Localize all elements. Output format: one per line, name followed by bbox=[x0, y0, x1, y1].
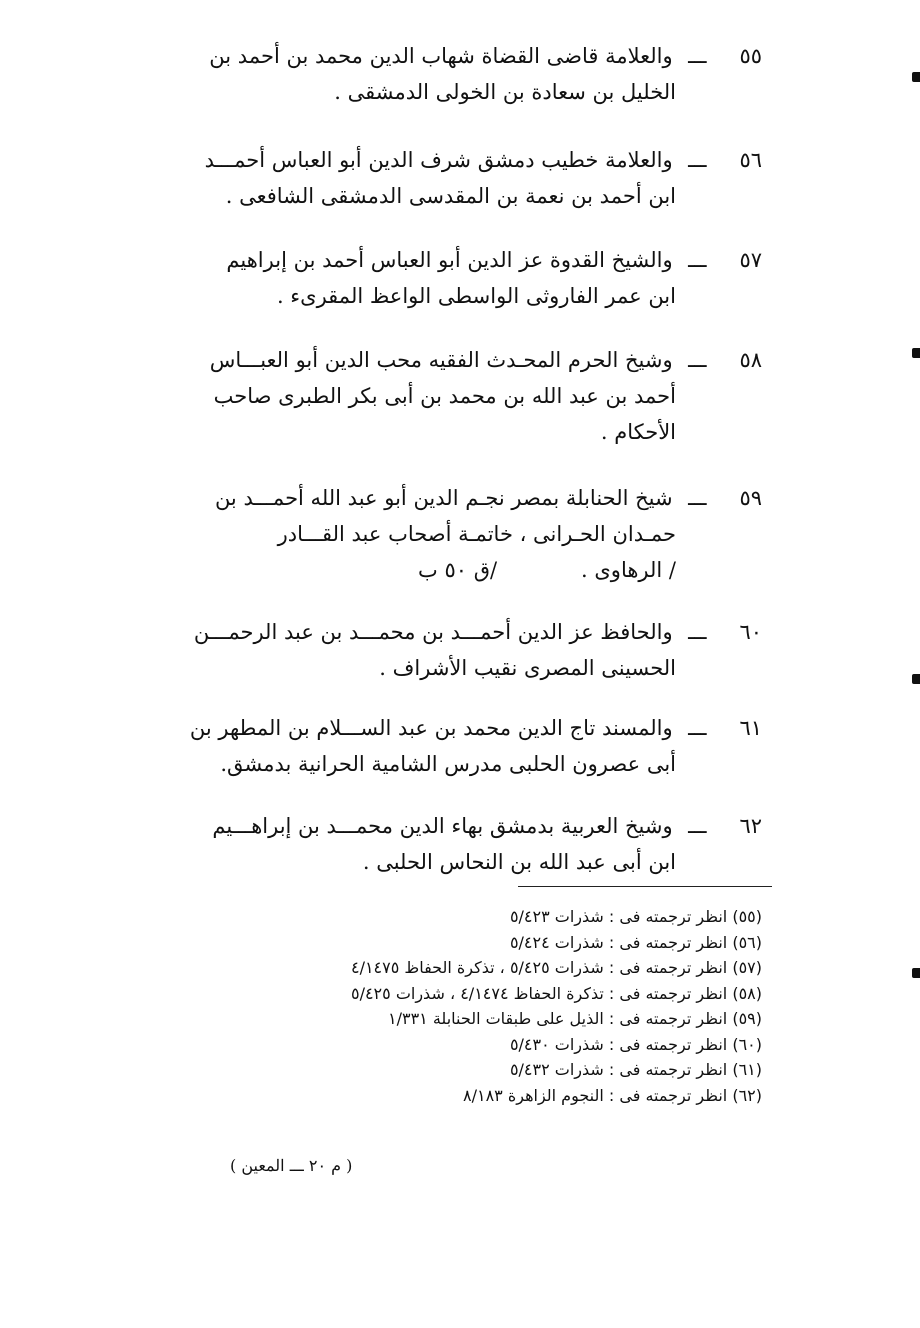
scan-edge-mark bbox=[912, 72, 920, 82]
entry-dash: ـــ bbox=[688, 248, 707, 272]
entry-dash: ـــ bbox=[688, 486, 707, 510]
entry-dash: ـــ bbox=[688, 348, 707, 372]
printer-signature-mark: ( م ٢٠ ـــ المعين ) bbox=[230, 1156, 353, 1175]
entry-text: والمسند تاج الدين محمد بن عبد الســـلام بن المطهر بن bbox=[189, 716, 673, 740]
footnote: (٥٧) انظر ترجمته فى : شذرات ٥/٤٢٥ ، تذكرة الحفاظ ٤/١٤٧٥ bbox=[350, 958, 762, 977]
entry-first-line bbox=[168, 342, 762, 378]
footnote: (٥٥) انظر ترجمته فى : شذرات ٥/٤٢٣ bbox=[509, 907, 762, 926]
entry-continuation-line: الخليل بن سعادة بن الخولى الدمشقى . bbox=[334, 80, 676, 104]
entry-first-line bbox=[168, 614, 762, 650]
entry-dash: ـــ bbox=[688, 620, 707, 644]
footnote: (٥٦) انظر ترجمته فى : شذرات ٥/٤٢٤ bbox=[509, 932, 762, 952]
entry-first-line bbox=[168, 242, 762, 278]
entry-text: والحافظ عز الدين أحمـــد بن محمـــد بن عبد الرحمـــن bbox=[193, 620, 673, 644]
entry-number: ٥٦ bbox=[739, 148, 762, 172]
entry-dash: ـــ bbox=[688, 148, 707, 172]
entry-text: وشيخ الحرم المحـدث الفقيه محب الدين أبو العبـــاس bbox=[209, 348, 673, 372]
entry-first-line bbox=[168, 710, 762, 746]
biography-entry bbox=[168, 342, 762, 450]
entry-dash: ـــ bbox=[688, 44, 707, 68]
scan-edge-mark bbox=[912, 968, 920, 978]
footnote: (٦١) انظر ترجمته فى : شذرات ٥/٤٣٢ bbox=[509, 1060, 762, 1079]
biography-entry bbox=[168, 614, 762, 686]
entry-first-line bbox=[168, 808, 762, 844]
entry-text: شيخ الحنابلة بمصر نجـم الدين أبو عبد الله أحمـــد بن bbox=[214, 486, 673, 510]
entry-text: والعلامة قاضى القضاة شهاب الدين محمد بن أحمد بن bbox=[209, 44, 673, 68]
entry-number: ٥٨ bbox=[739, 348, 762, 372]
entry-number: ٥٩ bbox=[739, 486, 762, 510]
entry-continuation-line: / الرهاوى . bbox=[581, 558, 676, 582]
entry-text: وشيخ العربية بدمشق بهاء الدين محمـــد بن إبراهـــيم bbox=[212, 814, 673, 838]
biography-entry bbox=[168, 710, 762, 782]
footnote: (٥٨) انظر ترجمته فى : تذكرة الحفاظ ٤/١٤٧٤ ، شذرات ٥/٤٢٥ bbox=[350, 983, 762, 1003]
footnote: (٦٠) انظر ترجمته فى : شذرات ٥/٤٣٠ bbox=[509, 1034, 762, 1054]
entry-continuation-line: الحسينى المصرى نقيب الأشراف . bbox=[379, 656, 676, 680]
entry-continuation-line: أبى عصرون الحلبى مدرس الشامية الحرانية بدمشق. bbox=[220, 752, 676, 776]
footnote: (٥٩) انظر ترجمته فى : الذيل على طبقات الحنابلة ١/٣٣١ bbox=[387, 1009, 762, 1028]
biography-entry bbox=[168, 808, 762, 880]
scan-edge-mark bbox=[912, 348, 920, 358]
entry-first-line bbox=[168, 480, 762, 516]
footnotes-block bbox=[162, 904, 762, 1108]
entry-last-line-with-folio bbox=[168, 552, 762, 588]
entry-number: ٦١ bbox=[739, 716, 762, 740]
entry-continuation-line: ابن أبى عبد الله بن النحاس الحلبى . bbox=[362, 850, 676, 874]
entry-continuation-line: ابن عمر الفاروثى الواسطى الواعظ المقرىء . bbox=[276, 284, 676, 308]
footnote-separator-rule bbox=[518, 886, 772, 887]
footnote: (٦٢) انظر ترجمته فى : النجوم الزاهرة ٨/١٨٣ bbox=[463, 1085, 762, 1105]
entry-first-line bbox=[168, 38, 762, 74]
entry-first-line bbox=[168, 142, 762, 178]
entry-number: ٦٠ bbox=[739, 620, 762, 644]
entry-number: ٥٧ bbox=[739, 248, 762, 272]
biography-entry bbox=[168, 242, 762, 314]
entry-number: ٥٥ bbox=[739, 44, 762, 68]
entry-continuation-line: الأحكام . bbox=[600, 420, 676, 444]
entry-text: والشيخ القدوة عز الدين أبو العباس أحمد بن إبراهيم bbox=[226, 248, 673, 272]
entry-dash: ـــ bbox=[688, 716, 707, 740]
entry-continuation-line: ابن أحمد بن نعمة بن المقدسى الدمشقى الشافعى . bbox=[225, 184, 676, 208]
biography-entry bbox=[168, 38, 762, 110]
entry-text: والعلامة خطيب دمشق شرف الدين أبو العباس أحمـــد bbox=[204, 148, 673, 172]
biography-entry bbox=[168, 480, 762, 588]
scan-edge-mark bbox=[912, 674, 920, 684]
entry-continuation-line: أحمد بن عبد الله بن محمد بن أبى بكر الطبرى صاحب bbox=[213, 384, 676, 408]
entry-number: ٦٢ bbox=[739, 814, 762, 838]
manuscript-folio-marker: /ق ٥٠ ب bbox=[418, 558, 498, 582]
entry-continuation-line: حمـدان الحـرانى ، خاتمـة أصحاب عبد القـــادر bbox=[277, 522, 676, 546]
entry-dash: ـــ bbox=[688, 814, 707, 838]
biography-entry bbox=[168, 142, 762, 214]
